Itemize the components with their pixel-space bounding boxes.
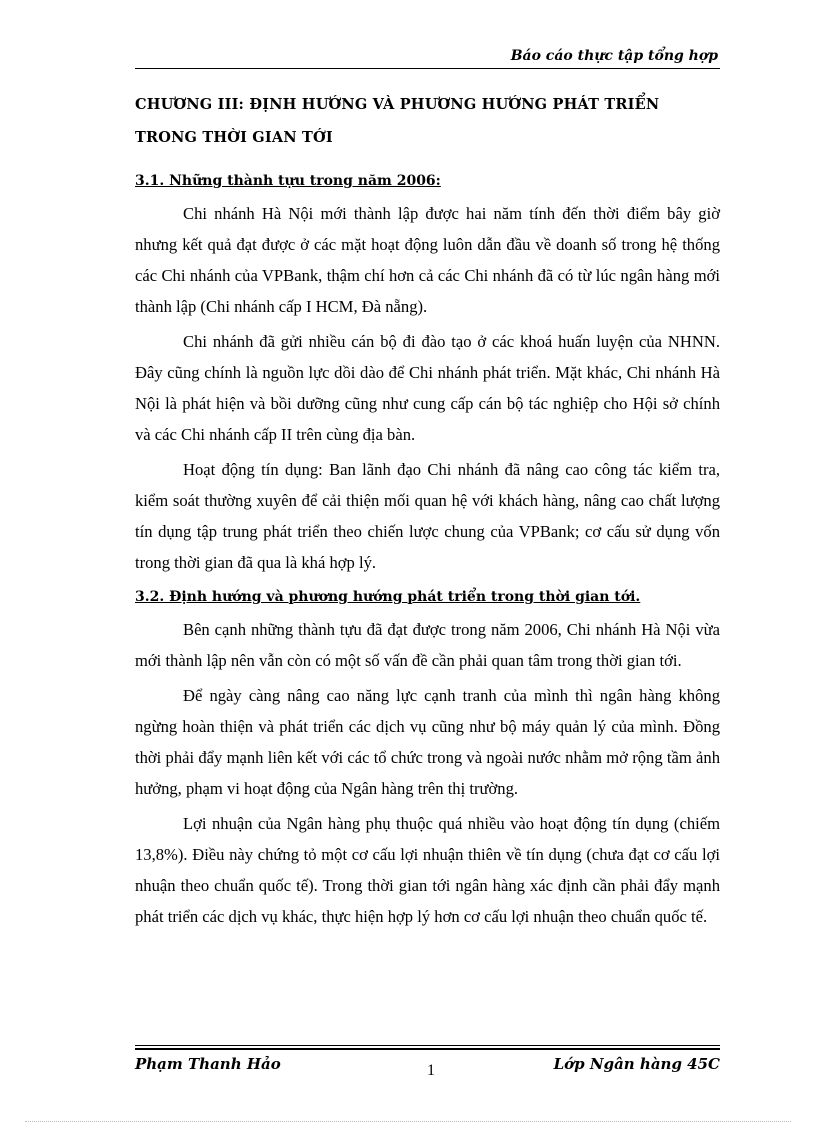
page-header-title: Báo cáo thực tập tổng hợp (510, 48, 718, 64)
paragraph: Hoạt động tín dụng: Ban lãnh đạo Chi nhánh đã nâng cao công tác kiểm tra, kiểm soát thường xuyên để cải thiện mối quan hệ với khách hàng, nâng cao chất lượng tín dụng tập trung phát triển theo chiến lược chung của VPBank; cơ cấu sử dụng vốn trong thời gian đã qua là khá hợp lý. (135, 460, 720, 572)
footer-author: Phạm Thanh Hảo (135, 1055, 281, 1073)
footer-class: Lớp Ngân hàng 45C (553, 1055, 720, 1073)
chapter-title (135, 88, 720, 154)
paragraph: Chi nhánh đã gửi nhiều cán bộ đi đào tạo ở các khoá huấn luyện của NHNN. Đây cũng chính là nguồn lực dồi dào để Chi nhánh phát triển. Mặt khác, Chi nhánh Hà Nội là phát hiện và bồi dưỡng cũng như cung cấp cán bộ tác nghiệp cho Hội sở chính và các Chi nhánh cấp II trên cùng địa bàn. (135, 332, 720, 444)
paragraph: Bên cạnh những thành tựu đã đạt được trong năm 2006, Chi nhánh Hà Nội vừa mới thành lập nên vẫn còn có một số vấn đề cần phải quan tâm trong thời gian tới. (135, 620, 720, 670)
chapter-title-line-2: TRONG THỜI GIAN TỚI (135, 129, 333, 146)
footer-rule-thick (135, 1048, 720, 1050)
section-heading-3-1: 3.1. Những thành tựu trong năm 2006: (135, 173, 441, 189)
page-edge-divider (25, 1121, 791, 1122)
header-rule (135, 68, 720, 69)
page-number: 1 (427, 1062, 435, 1079)
document-body (135, 88, 720, 936)
chapter-title-line-1: CHƯƠNG III: ĐỊNH HƯỚNG VÀ PHƯƠNG HƯỚNG PHÁT TRIỂN (135, 96, 660, 113)
paragraph: Để ngày càng nâng cao năng lực cạnh tranh của mình thì ngân hàng không ngừng hoàn thiện và phát triển các dịch vụ cũng như bộ máy quản lý của mình. Đồng thời phải đẩy mạnh liên kết với các tổ chức trong và ngoài nước nhằm mở rộng tầm ảnh hưởng, phạm vi hoạt động của Ngân hàng trên thị trường. (135, 686, 720, 798)
paragraph: Lợi nhuận của Ngân hàng phụ thuộc quá nhiều vào hoạt động tín dụng (chiếm 13,8%). Điều này chứng tỏ một cơ cấu lợi nhuận thiên về tín dụng (chưa đạt cơ cấu lợi nhuận theo chuẩn quốc tế). Trong thời gian tới ngân hàng xác định cần phải đẩy mạnh phát triển các dịch vụ khác, thực hiện hợp lý hơn cơ cấu lợi nhuận theo chuẩn quốc tế. (135, 814, 720, 926)
paragraph: Chi nhánh Hà Nội mới thành lập được hai năm tính đến thời điểm bây giờ nhưng kết quả đạt được ở các mặt hoạt động luôn dẫn đầu về doanh số trong hệ thống các Chi nhánh của VPBank, thậm chí hơn cả các Chi nhánh đã có từ lúc ngân hàng mới thành lập (Chi nhánh cấp I HCM, Đà nẵng). (135, 204, 720, 316)
footer-rule (135, 1045, 720, 1046)
section-heading-3-2: 3.2. Định hướng và phương hướng phát triển trong thời gian tới. (135, 589, 641, 605)
